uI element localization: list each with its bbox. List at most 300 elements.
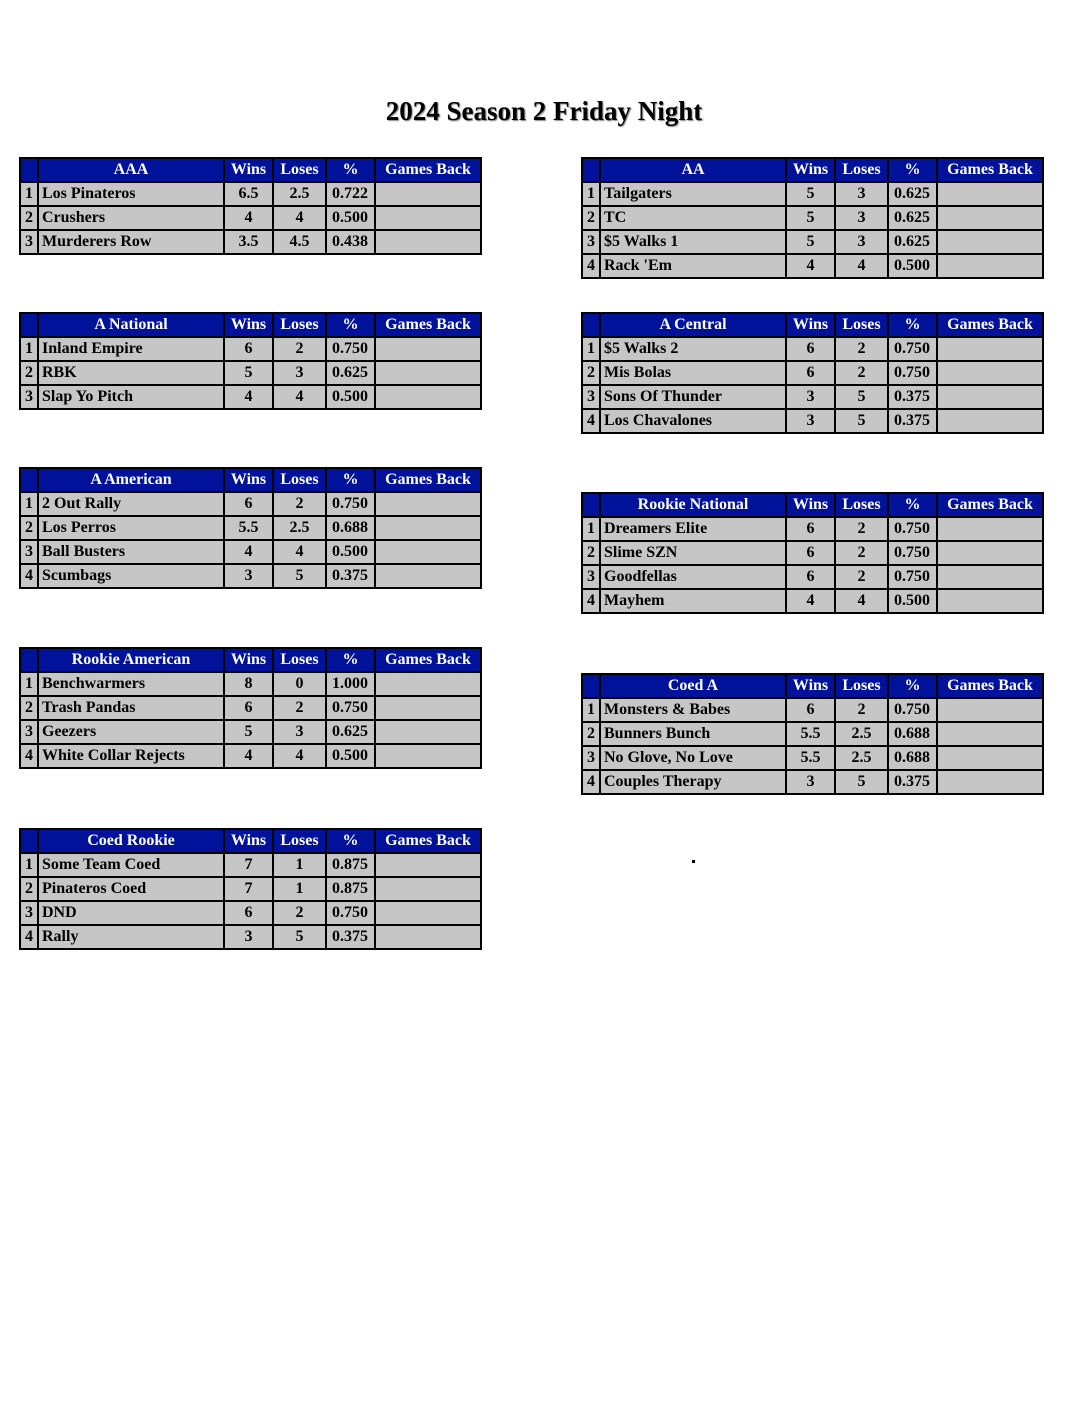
team-name: Mis Bolas [600, 361, 786, 385]
wins-cell: 6 [224, 337, 273, 361]
division-name: AA [600, 158, 786, 182]
header-row [582, 674, 1043, 698]
team-name: Los Pinateros [38, 182, 224, 206]
games-back-cell [375, 672, 481, 696]
games-back-cell [375, 206, 481, 230]
header-row [582, 313, 1043, 337]
pct-cell: 0.375 [888, 409, 937, 433]
rank-cell: 1 [20, 672, 38, 696]
rank-header [582, 313, 600, 337]
loses-header: Loses [835, 313, 888, 337]
header-row [20, 313, 481, 337]
wins-cell: 6 [786, 517, 835, 541]
table-row [20, 853, 481, 877]
team-name: Pinateros Coed [38, 877, 224, 901]
wins-cell: 6 [224, 901, 273, 925]
team-name: Crushers [38, 206, 224, 230]
wins-cell: 8 [224, 672, 273, 696]
rank-cell: 4 [20, 564, 38, 588]
team-name: Murderers Row [38, 230, 224, 254]
team-name: Trash Pandas [38, 696, 224, 720]
pct-cell: 0.375 [888, 770, 937, 794]
pct-cell: 0.500 [888, 589, 937, 613]
wins-cell: 3 [224, 564, 273, 588]
pct-header: % [888, 674, 937, 698]
pct-header: % [326, 468, 375, 492]
loses-cell: 2 [273, 337, 326, 361]
wins-cell: 4 [224, 385, 273, 409]
team-name: Geezers [38, 720, 224, 744]
games-back-cell [937, 361, 1043, 385]
wins-header: Wins [224, 829, 273, 853]
loses-cell: 3 [835, 206, 888, 230]
table-row [582, 385, 1043, 409]
team-name: Some Team Coed [38, 853, 224, 877]
table-row [20, 877, 481, 901]
table-row [582, 182, 1043, 206]
team-name: 2 Out Rally [38, 492, 224, 516]
loses-cell: 4 [835, 254, 888, 278]
team-name: $5 Walks 1 [600, 230, 786, 254]
pct-cell: 0.500 [326, 385, 375, 409]
pct-cell: 0.688 [888, 746, 937, 770]
rank-header [20, 829, 38, 853]
pct-cell: 0.750 [888, 517, 937, 541]
team-name: Benchwarmers [38, 672, 224, 696]
wins-cell: 3 [786, 770, 835, 794]
rank-header [20, 158, 38, 182]
wins-cell: 6 [786, 541, 835, 565]
pct-cell: 0.722 [326, 182, 375, 206]
loses-cell: 2.5 [835, 746, 888, 770]
games-back-cell [375, 901, 481, 925]
loses-cell: 2.5 [273, 182, 326, 206]
pct-header: % [888, 158, 937, 182]
header-row [582, 493, 1043, 517]
rank-header [582, 158, 600, 182]
loses-header: Loses [273, 468, 326, 492]
loses-cell: 2 [273, 492, 326, 516]
table-row [582, 409, 1043, 433]
rank-cell: 2 [20, 361, 38, 385]
team-name: Tailgaters [600, 182, 786, 206]
games-back-header: Games Back [375, 648, 481, 672]
rank-cell: 2 [20, 516, 38, 540]
team-name: Goodfellas [600, 565, 786, 589]
table-row [20, 564, 481, 588]
pct-cell: 0.875 [326, 853, 375, 877]
rank-cell: 3 [20, 230, 38, 254]
pct-cell: 0.625 [888, 182, 937, 206]
wins-cell: 5.5 [786, 746, 835, 770]
games-back-header: Games Back [375, 158, 481, 182]
division-name: Coed A [600, 674, 786, 698]
pct-header: % [888, 493, 937, 517]
games-back-cell [375, 877, 481, 901]
division-name: A National [38, 313, 224, 337]
table-row [582, 770, 1043, 794]
games-back-header: Games Back [937, 158, 1043, 182]
loses-cell: 5 [835, 770, 888, 794]
loses-header: Loses [835, 493, 888, 517]
wins-cell: 5 [786, 230, 835, 254]
rank-cell: 1 [20, 492, 38, 516]
loses-cell: 2 [835, 361, 888, 385]
team-name: Los Perros [38, 516, 224, 540]
table-row [582, 722, 1043, 746]
pct-cell: 0.750 [888, 565, 937, 589]
games-back-cell [937, 698, 1043, 722]
wins-cell: 5.5 [786, 722, 835, 746]
team-name: White Collar Rejects [38, 744, 224, 768]
wins-cell: 3.5 [224, 230, 273, 254]
wins-cell: 5 [786, 206, 835, 230]
wins-cell: 3 [224, 925, 273, 949]
rank-cell: 3 [582, 385, 600, 409]
loses-cell: 2 [835, 698, 888, 722]
wins-header: Wins [786, 313, 835, 337]
pct-cell: 0.750 [326, 492, 375, 516]
team-name: Ball Busters [38, 540, 224, 564]
pct-cell: 0.500 [326, 744, 375, 768]
table-row [582, 206, 1043, 230]
team-name: RBK [38, 361, 224, 385]
loses-cell: 2 [273, 901, 326, 925]
team-name: DND [38, 901, 224, 925]
rank-cell: 2 [20, 696, 38, 720]
rank-cell: 2 [582, 722, 600, 746]
loses-header: Loses [273, 158, 326, 182]
wins-header: Wins [224, 468, 273, 492]
division-name: Rookie National [600, 493, 786, 517]
games-back-header: Games Back [375, 313, 481, 337]
pct-cell: 0.625 [326, 720, 375, 744]
wins-cell: 4 [786, 589, 835, 613]
rank-cell: 4 [582, 254, 600, 278]
table-row [20, 182, 481, 206]
pct-cell: 0.500 [888, 254, 937, 278]
rank-cell: 1 [582, 337, 600, 361]
standings-table-a-national [19, 312, 482, 410]
loses-cell: 0 [273, 672, 326, 696]
loses-cell: 4 [273, 206, 326, 230]
wins-header: Wins [786, 674, 835, 698]
rank-cell: 4 [20, 925, 38, 949]
standings-table-aaa [19, 157, 482, 255]
header-row [20, 468, 481, 492]
pct-cell: 0.625 [888, 230, 937, 254]
wins-cell: 4 [224, 540, 273, 564]
wins-cell: 4 [224, 206, 273, 230]
games-back-header: Games Back [937, 493, 1043, 517]
table-row [582, 361, 1043, 385]
pct-cell: 1.000 [326, 672, 375, 696]
wins-cell: 6 [224, 696, 273, 720]
loses-cell: 2 [835, 517, 888, 541]
team-name: Couples Therapy [600, 770, 786, 794]
pct-cell: 0.750 [888, 337, 937, 361]
standings-table-coed-a [581, 673, 1044, 795]
rank-cell: 4 [582, 409, 600, 433]
games-back-cell [937, 254, 1043, 278]
wins-cell: 6 [786, 337, 835, 361]
table-row [582, 698, 1043, 722]
loses-cell: 2 [835, 565, 888, 589]
table-row [20, 672, 481, 696]
loses-cell: 3 [273, 361, 326, 385]
team-name: $5 Walks 2 [600, 337, 786, 361]
wins-header: Wins [786, 493, 835, 517]
rank-header [582, 493, 600, 517]
rank-cell: 3 [20, 720, 38, 744]
team-name: Monsters & Babes [600, 698, 786, 722]
table-row [582, 746, 1043, 770]
table-row [20, 744, 481, 768]
rank-cell: 1 [582, 517, 600, 541]
games-back-cell [375, 230, 481, 254]
standings-table-rookie-national [581, 492, 1044, 614]
games-back-cell [375, 540, 481, 564]
loses-cell: 5 [835, 385, 888, 409]
table-row [20, 540, 481, 564]
loses-cell: 4 [273, 385, 326, 409]
loses-cell: 3 [273, 720, 326, 744]
games-back-cell [375, 720, 481, 744]
games-back-cell [937, 541, 1043, 565]
wins-cell: 6.5 [224, 182, 273, 206]
loses-header: Loses [273, 648, 326, 672]
wins-cell: 5 [224, 361, 273, 385]
loses-cell: 1 [273, 853, 326, 877]
division-name: Coed Rookie [38, 829, 224, 853]
header-row [20, 648, 481, 672]
rank-header [20, 468, 38, 492]
games-back-cell [375, 564, 481, 588]
loses-cell: 1 [273, 877, 326, 901]
wins-cell: 3 [786, 385, 835, 409]
rank-cell: 1 [582, 182, 600, 206]
table-row [20, 361, 481, 385]
wins-header: Wins [786, 158, 835, 182]
rank-cell: 1 [582, 698, 600, 722]
pct-cell: 0.688 [326, 516, 375, 540]
rank-header [20, 313, 38, 337]
team-name: Scumbags [38, 564, 224, 588]
rank-cell: 2 [582, 541, 600, 565]
loses-cell: 2 [835, 541, 888, 565]
games-back-cell [375, 182, 481, 206]
rank-cell: 3 [582, 565, 600, 589]
standings-table-rookie-american [19, 647, 482, 769]
pct-cell: 0.750 [888, 541, 937, 565]
pct-cell: 0.500 [326, 540, 375, 564]
rank-cell: 4 [582, 589, 600, 613]
loses-cell: 3 [835, 230, 888, 254]
division-name: A American [38, 468, 224, 492]
wins-cell: 6 [786, 565, 835, 589]
pct-header: % [326, 829, 375, 853]
games-back-cell [375, 337, 481, 361]
page-title: 2024 Season 2 Friday Night [385, 96, 703, 126]
table-row [582, 565, 1043, 589]
standings-table-aa [581, 157, 1044, 279]
table-row [20, 696, 481, 720]
division-name: A Central [600, 313, 786, 337]
pct-cell: 0.750 [326, 901, 375, 925]
team-name: Slap Yo Pitch [38, 385, 224, 409]
rank-cell: 3 [20, 385, 38, 409]
pct-header: % [326, 648, 375, 672]
table-row [582, 517, 1043, 541]
loses-header: Loses [273, 313, 326, 337]
games-back-cell [937, 565, 1043, 589]
wins-cell: 6 [786, 698, 835, 722]
table-row [20, 720, 481, 744]
pct-cell: 0.875 [326, 877, 375, 901]
table-row [20, 492, 481, 516]
rank-cell: 3 [582, 230, 600, 254]
loses-cell: 2.5 [835, 722, 888, 746]
pct-cell: 0.375 [326, 564, 375, 588]
rank-cell: 2 [20, 877, 38, 901]
games-back-cell [375, 853, 481, 877]
wins-header: Wins [224, 313, 273, 337]
table-row [582, 589, 1043, 613]
rank-header [582, 674, 600, 698]
rank-cell: 1 [20, 853, 38, 877]
pct-cell: 0.500 [326, 206, 375, 230]
team-name: Los Chavalones [600, 409, 786, 433]
games-back-cell [937, 517, 1043, 541]
team-name: Slime SZN [600, 541, 786, 565]
wins-cell: 6 [786, 361, 835, 385]
games-back-cell [937, 746, 1043, 770]
table-row [582, 337, 1043, 361]
team-name: Rack 'Em [600, 254, 786, 278]
team-name: Mayhem [600, 589, 786, 613]
pct-header: % [326, 313, 375, 337]
wins-cell: 7 [224, 853, 273, 877]
loses-cell: 2 [273, 696, 326, 720]
games-back-header: Games Back [375, 829, 481, 853]
loses-cell: 2.5 [273, 516, 326, 540]
pct-header: % [888, 313, 937, 337]
games-back-header: Games Back [937, 674, 1043, 698]
team-name: Sons Of Thunder [600, 385, 786, 409]
games-back-cell [937, 722, 1043, 746]
wins-cell: 4 [224, 744, 273, 768]
rank-cell: 1 [20, 337, 38, 361]
pct-cell: 0.750 [326, 696, 375, 720]
pct-cell: 0.438 [326, 230, 375, 254]
loses-cell: 5 [273, 925, 326, 949]
rank-cell: 3 [582, 746, 600, 770]
games-back-cell [375, 516, 481, 540]
loses-cell: 2 [835, 337, 888, 361]
rank-cell: 1 [20, 182, 38, 206]
wins-header: Wins [224, 648, 273, 672]
games-back-cell [937, 385, 1043, 409]
team-name: TC [600, 206, 786, 230]
division-name: AAA [38, 158, 224, 182]
team-name: No Glove, No Love [600, 746, 786, 770]
wins-cell: 3 [786, 409, 835, 433]
loses-cell: 5 [835, 409, 888, 433]
loses-cell: 4 [835, 589, 888, 613]
standings-table-coed-rookie [19, 828, 482, 950]
rank-cell: 4 [20, 744, 38, 768]
wins-cell: 5 [786, 182, 835, 206]
pct-cell: 0.375 [888, 385, 937, 409]
pct-cell: 0.375 [326, 925, 375, 949]
pct-cell: 0.688 [888, 722, 937, 746]
rank-cell: 3 [20, 901, 38, 925]
wins-header: Wins [224, 158, 273, 182]
games-back-cell [375, 492, 481, 516]
pct-cell: 0.750 [326, 337, 375, 361]
header-row [20, 158, 481, 182]
loses-header: Loses [835, 158, 888, 182]
rank-cell: 2 [20, 206, 38, 230]
pct-cell: 0.750 [888, 361, 937, 385]
games-back-cell [937, 206, 1043, 230]
table-row [582, 230, 1043, 254]
pct-header: % [326, 158, 375, 182]
games-back-cell [375, 696, 481, 720]
team-name: Inland Empire [38, 337, 224, 361]
games-back-cell [937, 337, 1043, 361]
games-back-header: Games Back [937, 313, 1043, 337]
wins-cell: 5.5 [224, 516, 273, 540]
loses-cell: 4.5 [273, 230, 326, 254]
header-row [582, 158, 1043, 182]
wins-cell: 7 [224, 877, 273, 901]
games-back-cell [937, 770, 1043, 794]
loses-cell: 4 [273, 540, 326, 564]
wins-cell: 6 [224, 492, 273, 516]
wins-cell: 4 [786, 254, 835, 278]
table-row [20, 337, 481, 361]
table-row [582, 254, 1043, 278]
team-name: Rally [38, 925, 224, 949]
table-row [20, 516, 481, 540]
games-back-cell [937, 182, 1043, 206]
rank-header [20, 648, 38, 672]
team-name: Bunners Bunch [600, 722, 786, 746]
stray-mark [692, 860, 695, 863]
table-row [20, 925, 481, 949]
wins-cell: 5 [224, 720, 273, 744]
rank-cell: 4 [582, 770, 600, 794]
loses-cell: 5 [273, 564, 326, 588]
rank-cell: 3 [20, 540, 38, 564]
team-name: Dreamers Elite [600, 517, 786, 541]
games-back-header: Games Back [375, 468, 481, 492]
games-back-cell [937, 589, 1043, 613]
table-row [20, 385, 481, 409]
games-back-cell [375, 361, 481, 385]
table-row [582, 541, 1043, 565]
division-name: Rookie American [38, 648, 224, 672]
rank-cell: 2 [582, 206, 600, 230]
pct-cell: 0.750 [888, 698, 937, 722]
loses-header: Loses [273, 829, 326, 853]
games-back-cell [375, 925, 481, 949]
games-back-cell [937, 230, 1043, 254]
loses-cell: 3 [835, 182, 888, 206]
games-back-cell [375, 385, 481, 409]
pct-cell: 0.625 [326, 361, 375, 385]
